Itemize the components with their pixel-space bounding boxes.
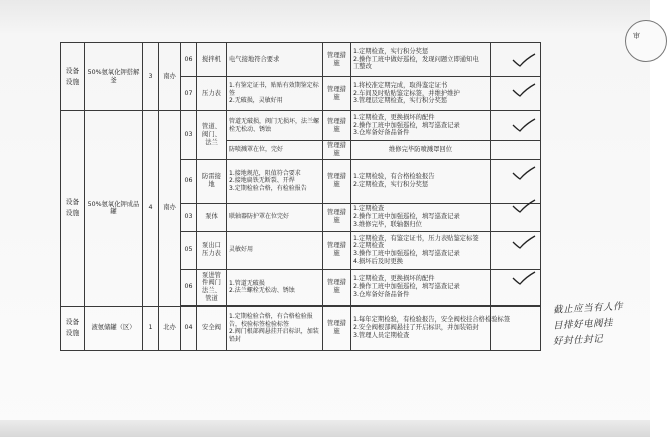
standard-cell: 1.接地规范，阻值符合要求 2.接地扁铁无断裂、开焊 3.定期检验合格，有检验报告 [227,159,323,203]
code-cell: 06 [181,159,197,203]
measure-cell [351,159,491,203]
part-cell: 防雷接地 [197,159,227,203]
mgmt-cell: 管理措施 [323,77,351,111]
table-row [61,306,541,350]
mgmt-cell: 管理措施 [323,203,351,231]
code-cell: 03 [181,111,197,160]
check-cell [491,141,541,160]
checkmark-icon [512,82,536,96]
standard-cell: 1.定期检验合格，有合格检验报告，校验标签检验标签 2.阀门根部阀悬挂开启标识，加装铅封 [227,306,323,350]
checkmark-icon [512,270,536,284]
equipment-count: 1 [143,306,159,350]
measure-line: 工整改 [353,63,372,71]
part-cell: 泵进管件阀门法兰、管道 [197,269,227,305]
equipment-count: 4 [143,111,159,307]
measure-line: 1.定期检查，有鉴定证书，压力表贴鉴定标签 [353,234,479,242]
measure-line: 3.管理人员定期检查 [353,332,410,340]
code-cell: 04 [181,306,197,350]
measure-line: 1.每年定期检验，有检验报告，安全阀校挂合格检验标签 [353,316,511,324]
location-cell: 南办 [159,111,181,307]
equipment-name: 液氨储罐（区） [85,306,143,350]
measure-line: 2.操作工班中加强巡检，填写巡查记录 [353,283,460,291]
measure-cell [351,141,491,160]
measure-cell [351,43,491,77]
measure-cell [351,231,491,269]
measure-line: 2.操作工班中做好巡检，发现问题立即通知电 [353,55,479,63]
measure-line: 2.操作工班中加强巡检，填写巡查记录 [353,121,460,129]
standard-cell: 防喷溅罩在位，完好 [227,141,323,160]
part-cell: 搅拌机 [197,43,227,77]
standard-cell: 电气接地符合要求 [227,43,323,77]
measure-line: 4.损坏后及时更换 [353,258,404,266]
standard-cell: 管道无破损，阀门无损坏，法兰螺栓无松动、锈蚀 [227,111,323,141]
measure-line: 3.仓库备好备品备件 [353,129,410,137]
equipment-count: 3 [143,43,159,111]
checkmark-icon [512,165,536,179]
measure-line: 1.定期检验，有合格检验报告 [353,173,435,181]
measure-cell [351,306,511,350]
measure-cell [351,269,491,305]
measure-line: 1.定期检查，更换损坏的配件 [353,113,435,121]
table-row [61,111,541,141]
measure-line: 1.将校准定期完成，取得鉴定证书 [353,81,448,89]
measure-line: 3.仓库备好备品备件 [353,291,410,299]
measure-cell [351,111,491,141]
standard-cell: 1.有鉴定证书，贴贴有效期鉴定标签 2.无破损，灵敏好用 [227,77,323,111]
checkmark-icon [512,198,536,212]
standard-cell: 1.管道无破损 2.法兰螺栓无松动、锈蚀 [227,269,323,305]
mgmt-cell: 管理措施 [323,269,351,305]
mgmt-cell: 管理措施 [323,43,351,77]
measure-cell [351,77,491,111]
part-cell: 泵体 [197,203,227,231]
measure-line: 2.定期检查，实行积分奖惩 [353,181,429,189]
mgmt-cell: 管理措施 [323,159,351,203]
measure-line: 维修完毕防喷溅罩回位 [389,145,452,153]
standard-cell: 联轴器防护罩在位完好 [227,203,323,231]
handwritten-note-line: 好封仕封记 [552,333,604,348]
part-cell: 压力表 [197,77,227,111]
measure-cell [351,203,491,231]
part-cell: 泵出口压力表 [197,231,227,269]
scan-shadow [0,420,650,437]
checkmark-icon [512,117,536,131]
mgmt-cell: 管理措施 [323,306,351,350]
measure-line: 1.定期检查，更换损坏的配件 [353,275,435,283]
category-cell: 设备设施 [61,43,85,111]
location-cell: 北办 [159,306,181,350]
measure-line: 1.定期检查 [353,205,385,213]
part-cell: 安全阀 [197,306,227,350]
code-cell: 03 [181,203,197,231]
measure-line: 2.车间及时贴贴鉴定标签，并维护维护 [353,89,460,97]
location-cell: 南办 [159,43,181,111]
measure-line: 2.定期检查 [353,242,385,250]
standard-cell: 灵敏好用 [227,231,323,269]
mgmt-cell: 管理措施 [323,141,351,160]
checkmark-icon [512,52,536,66]
measure-line: 2.操作工班中加强巡检，填写巡查记录 [353,213,460,221]
handwritten-note-line: 截止应当有人作 [552,301,624,316]
code-cell: 06 [181,269,197,305]
measure-line: 1.定期检查，实行积分奖惩 [353,47,429,55]
equipment-name: 50%氨氧化钾成品罐 [85,111,143,307]
mgmt-cell: 管理措施 [323,231,351,269]
category-cell: 设备设施 [61,111,85,307]
measure-line: 3.维修完毕，联轴器归位 [353,221,422,229]
mgmt-cell: 管理措施 [323,111,351,141]
code-cell: 07 [181,77,197,111]
handwritten-note-line: 目排好电阀挂 [552,317,614,332]
corner-text: 审 [633,32,640,40]
check-cell [491,306,541,350]
page-stamp-corner [625,20,667,62]
table-row [61,43,541,77]
part-cell: 管道、阀门、法兰 [197,111,227,160]
measure-line: 2.安全阀根部阀悬挂了开启标识，并加装铅封 [353,324,479,332]
checkmark-icon [512,234,536,248]
code-cell: 05 [181,231,197,269]
measure-line: 3.操作工班中加强巡检，填写巡查记录 [353,250,460,258]
code-cell: 06 [181,43,197,77]
category-cell: 设备设施 [61,306,85,350]
measure-line: 3.管理层定期检查，实行积分奖惩 [353,97,448,105]
equipment-name: 50%氨氧化钾搭解釜 [85,43,143,111]
inspection-table [60,42,541,351]
